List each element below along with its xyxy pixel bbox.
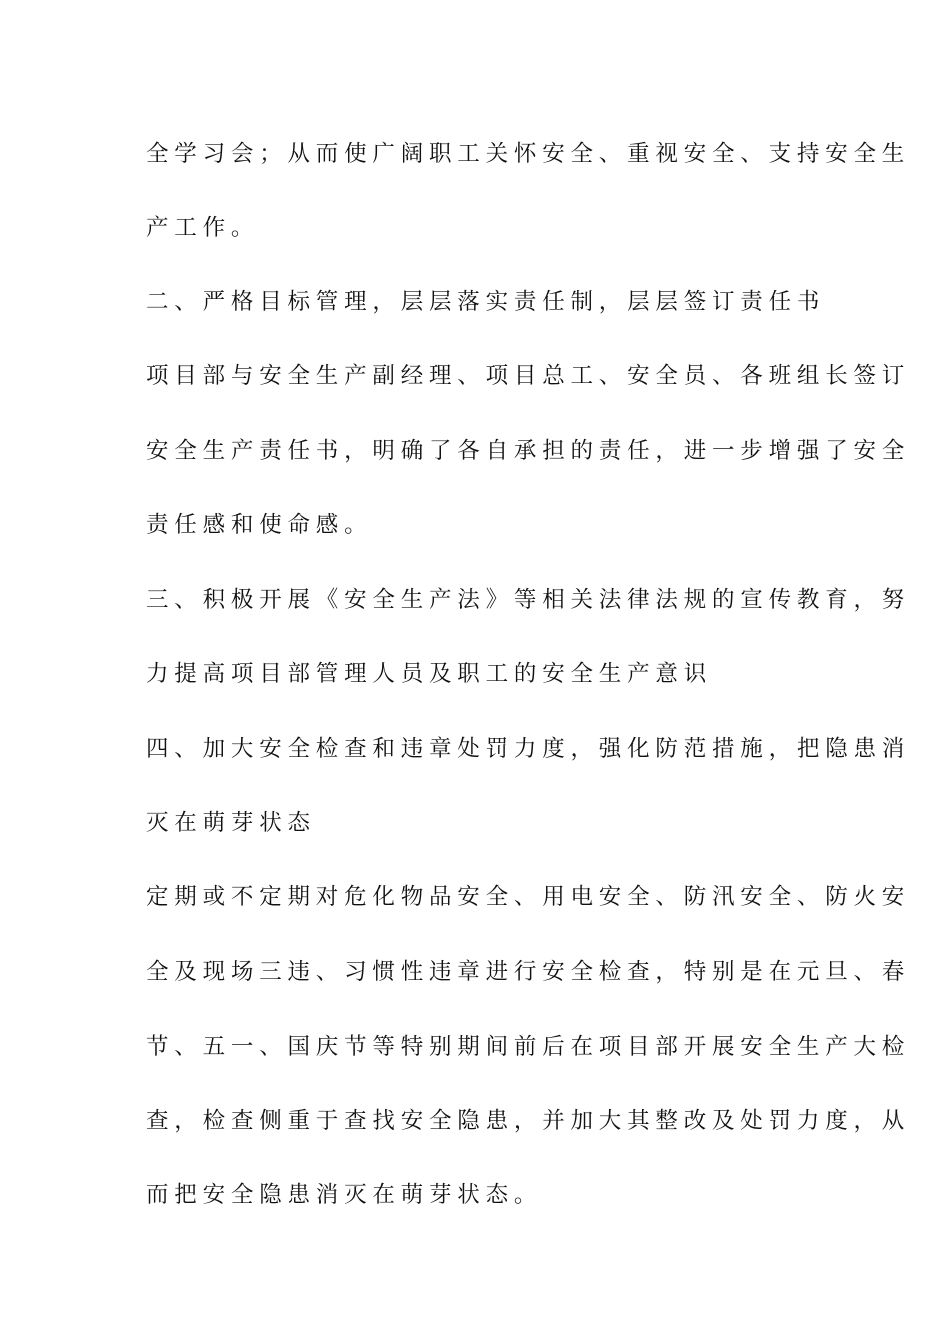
section-heading: 四、加大安全检查和违章处罚力度，强化防范措施，把隐患消 bbox=[146, 736, 911, 762]
body-text-line: 全学习会；从而使广阔职工关怀安全、重视安全、支持安全生 bbox=[146, 141, 911, 167]
section-heading: 二、严格目标管理，层层落实责任制，层层签订责任书 bbox=[146, 289, 826, 315]
body-text-line: 项目部与安全生产副经理、项目总工、安全员、各班组长签订 bbox=[146, 363, 911, 389]
body-text-line: 查，检查侧重于查找安全隐患，并加大其整改及处罚力度，从 bbox=[146, 1108, 911, 1134]
body-text-line: 节、五一、国庆节等特别期间前后在项目部开展安全生产大检 bbox=[146, 1034, 911, 1060]
section-heading-continuation: 力提高项目部管理人员及职工的安全生产意识 bbox=[146, 661, 713, 687]
body-text-line: 责任感和使命感。 bbox=[146, 512, 373, 538]
body-text-line: 定期或不定期对危化物品安全、用电安全、防汛安全、防火安 bbox=[146, 884, 911, 910]
section-heading-continuation: 灭在萌芽状态 bbox=[146, 810, 316, 836]
body-text-line: 安全生产责任书，明确了各自承担的责任，进一步增强了安全 bbox=[146, 438, 911, 464]
body-text-line: 而把安全隐患消灭在萌芽状态。 bbox=[146, 1182, 543, 1208]
section-heading: 三、积极开展《安全生产法》等相关法律法规的宣传教育，努 bbox=[146, 587, 911, 613]
body-text-line: 产工作。 bbox=[146, 215, 260, 241]
body-text-line: 全及现场三违、习惯性违章进行安全检查，特别是在元旦、春 bbox=[146, 959, 911, 985]
